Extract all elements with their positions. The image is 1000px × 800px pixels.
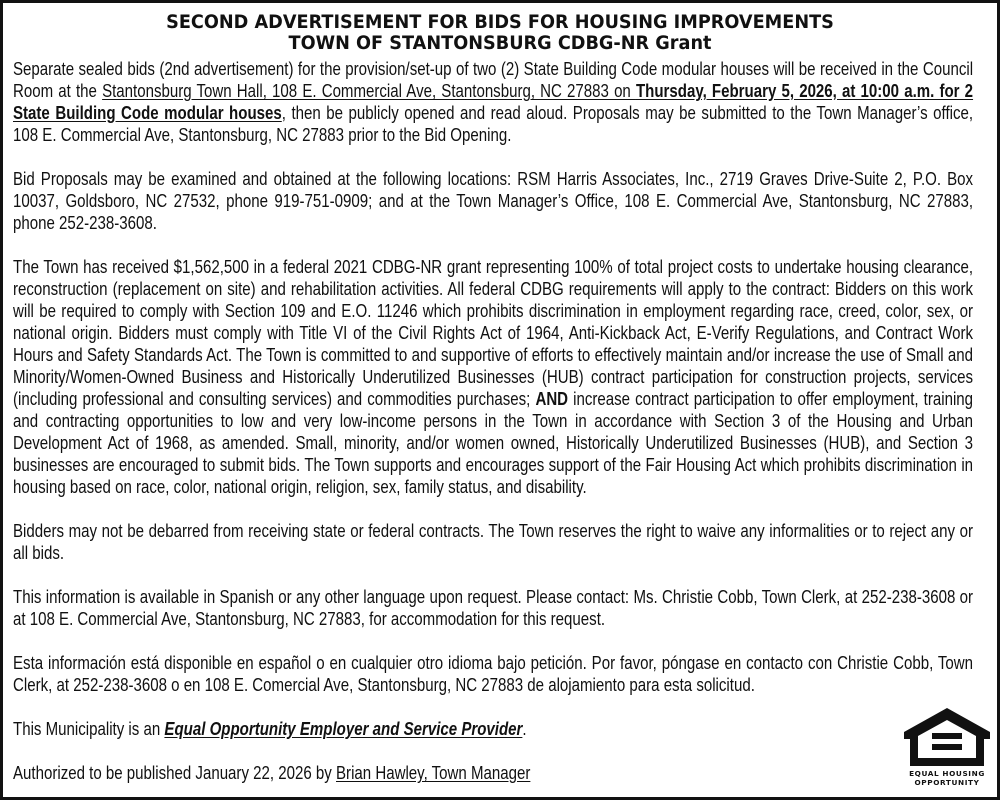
- eeo-emphasis: Equal Opportunity Employer and Service Provider: [164, 718, 523, 739]
- bid-submission-text-2: , then be publicly opened and read aloud. Proposals may be submitted to the Town Manager’s office, 108 E. Commercial Ave, Stantonsburg, NC 27883 prior to the Bid Opening.: [13, 102, 974, 145]
- equal-housing-opportunity-icon: [900, 706, 994, 768]
- equal-housing-opportunity-logo: [900, 706, 994, 788]
- bid-location: Stantonsburg Town Hall, 108 E. Commercial Ave, Stantonsburg, NC 27883 on: [102, 80, 636, 101]
- grant-requirements-paragraph: [13, 256, 973, 498]
- advertisement-body: [13, 58, 973, 800]
- bid-proposals-paragraph: Bid Proposals may be examined and obtained at the following locations: RSM Harris Associates, Inc., 2719 Graves Drive-Suite 2, P.O. Box 10037, Goldsboro, NC 27532, phone 919-751-0909; and at the Town Manager’s Office, 108 E. Commercial Ave, Stantonsburg, NC 27883, phone 252-238-3608.: [13, 168, 974, 233]
- eeo-period: .: [522, 718, 527, 739]
- bid-submission-paragraph: [13, 58, 973, 146]
- title-line-2: TOWN OF STANTONSBURG CDBG-NR Grant: [288, 32, 712, 54]
- debarment-paragraph: Bidders may not be debarred from receiving state or federal contracts. The Town reserves the right to waive any informalities or to reject any or all bids.: [13, 520, 974, 563]
- spanish-language-paragraph: Esta información está disponible en español o en cualquier otro idioma bajo petición. Por favor, póngase en contacto con Christie Cobb, Town Clerk, at 252-238-3608 o en 108 E. Comercial Ave, Stantonsburg, NC 27883 de alojamiento para esta solicitud.: [13, 652, 974, 695]
- grant-requirements-text-2: increase contract participation to offer employment, training and contracting opportunities to low and very low-income persons in the Town in accordance with Section 3 of the Housing and Urban Development Act of 1968, as amended. Small, minority, and/or women owned, Historically Underutilized Businesses (HUB), and Section 3 businesses are encouraged to submit bids. The Town supports and encourages support of the Fair Housing Act which prohibits discrimination in housing based on race, color, national origin, religion, sex, family status, and disability.: [13, 388, 974, 497]
- title-line-1: SECOND ADVERTISEMENT FOR BIDS FOR HOUSING IMPROVEMENTS: [166, 11, 834, 33]
- advertisement-title: [3, 12, 997, 54]
- logo-text-line-2: OPPORTUNITY: [914, 778, 980, 787]
- bid-submission-text: Separate sealed bids (2nd advertisement) for the provision/set-up of two (2) State Building Code modular houses will be received in the Council Room at the: [13, 58, 974, 101]
- grant-requirements-text: The Town has received $1,562,500 in a federal 2021 CDBG-NR grant representing 100% of total project costs to undertake housing clearance, reconstruction (replacement on site) and rehabilitation activities. All federal CDBG requirements will apply to the contract: Bidders on this work will be required to comply with Section 109 and E.O. 11246 which prohibits discrimination in employment regarding race, creed, color, sex, or national origin. Bidders must comply with Title VI of the Civil Rights Act of 1964, Anti-Kickback Act, E-Verify Regulations, and Contract Work Hours and Safety Standards Act. The Town is committed to and supportive of efforts to effectively maintain and/or increase the use of Small and Minority/Women-Owned Business and Historically Underutilized Businesses (HUB) contract participation for construction projects, services (including professional and consulting services) and commodities purchases;: [13, 256, 974, 409]
- and-emphasis: AND: [535, 388, 569, 409]
- bid-opening-datetime: Thursday, February 5, 2026, at 10:00 a.m. for 2 State Building Code modular houses: [13, 80, 974, 123]
- authorization-statement: [13, 762, 973, 784]
- logo-text-line-1: EQUAL HOUSING: [909, 769, 985, 778]
- eeo-statement: [13, 718, 973, 740]
- authorization-text: Authorized to be published January 22, 2026 by: [13, 762, 337, 783]
- signer-name: Brian Hawley, Town Manager: [336, 762, 531, 783]
- language-access-paragraph: This information is available in Spanish or any other language upon request. Please contact: Ms. Christie Cobb, Town Clerk, at 252-238-3608 or at 108 E. Commercial Ave, Stantonsburg, NC 27883, for accommodation for this request.: [13, 586, 974, 629]
- eeo-text: This Municipality is an: [13, 718, 165, 739]
